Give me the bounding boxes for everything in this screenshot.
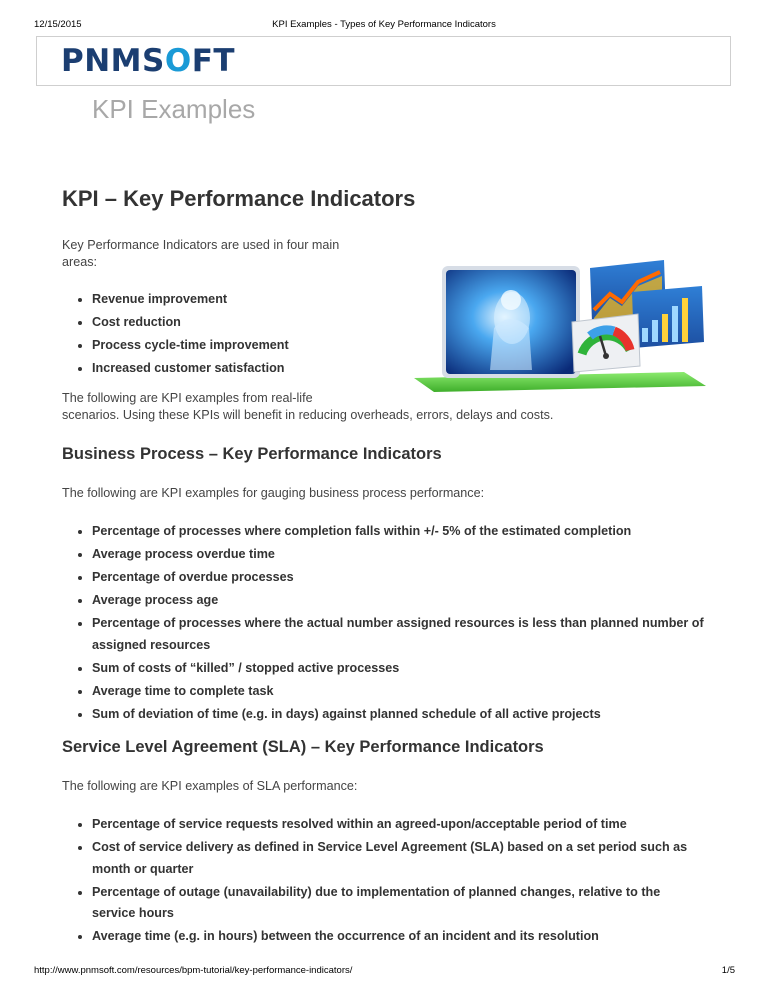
bp-intro: The following are KPI examples for gauging business process performance: <box>62 486 485 500</box>
list-item: • Percentage of processes where the actual number assigned resources is less than planned number of assigned resources <box>92 613 704 656</box>
print-date: 12/15/2015 <box>34 19 82 30</box>
list-item: • Percentage of overdue processes <box>92 567 704 589</box>
page-title: KPI – Key Performance Indicators <box>62 186 416 211</box>
list-item: • Increased customer satisfaction <box>92 358 289 380</box>
sla-heading: Service Level Agreement (SLA) – Key Performance Indicators <box>62 738 544 756</box>
list-item: • Percentage of service requests resolved within an agreed-upon/acceptable period of time <box>92 814 704 836</box>
logo-banner <box>36 36 731 86</box>
following-line-1: The following are KPI examples from real-life <box>62 391 313 405</box>
bp-heading: Business Process – Key Performance Indicators <box>62 445 442 463</box>
list-item: • Average time (e.g. in hours) between the occurrence of an incident and its resolution <box>92 926 704 948</box>
following-line-2: scenarios. Using these KPIs will benefit in reducing overheads, errors, delays and costs. <box>62 408 554 422</box>
list-item: • Sum of costs of “killed” / stopped active processes <box>92 658 704 680</box>
list-item: • Sum of deviation of time (e.g. in days) against planned schedule of all active projects <box>92 704 704 726</box>
site-title: KPI Examples <box>92 94 256 124</box>
pnmsoft-logo[interactable]: PNMSOFT <box>61 43 236 79</box>
sla-kpi-list <box>62 814 704 949</box>
kpi-dashboard-illustration <box>414 258 706 394</box>
list-item: • Percentage of processes where completion falls within +/- 5% of the estimated completion <box>92 521 704 543</box>
intro-text: Key Performance Indicators are used in four main areas: <box>62 238 340 269</box>
list-item: • Cost reduction <box>92 312 289 334</box>
page-url: http://www.pnmsoft.com/resources/bpm-tutorial/key-performance-indicators/ <box>34 965 353 976</box>
list-item: • Revenue improvement <box>92 289 289 311</box>
list-item: • Process cycle-time improvement <box>92 335 289 357</box>
print-header <box>0 0 768 34</box>
areas-list <box>62 289 289 381</box>
list-item: • Average time to complete task <box>92 681 704 703</box>
list-item: • Average process overdue time <box>92 544 704 566</box>
print-title: KPI Examples - Types of Key Performance Indicators <box>272 19 496 30</box>
bp-kpi-list <box>62 521 704 727</box>
list-item: • Cost of service delivery as defined in Service Level Agreement (SLA) based on a set period such as month or quarter <box>92 837 704 880</box>
sla-intro: The following are KPI examples of SLA performance: <box>62 779 358 793</box>
page-number: 1/5 <box>721 965 735 976</box>
list-item: • Percentage of outage (unavailability) due to implementation of planned changes, relative to the service hours <box>92 882 704 925</box>
list-item: • Average process age <box>92 590 704 612</box>
